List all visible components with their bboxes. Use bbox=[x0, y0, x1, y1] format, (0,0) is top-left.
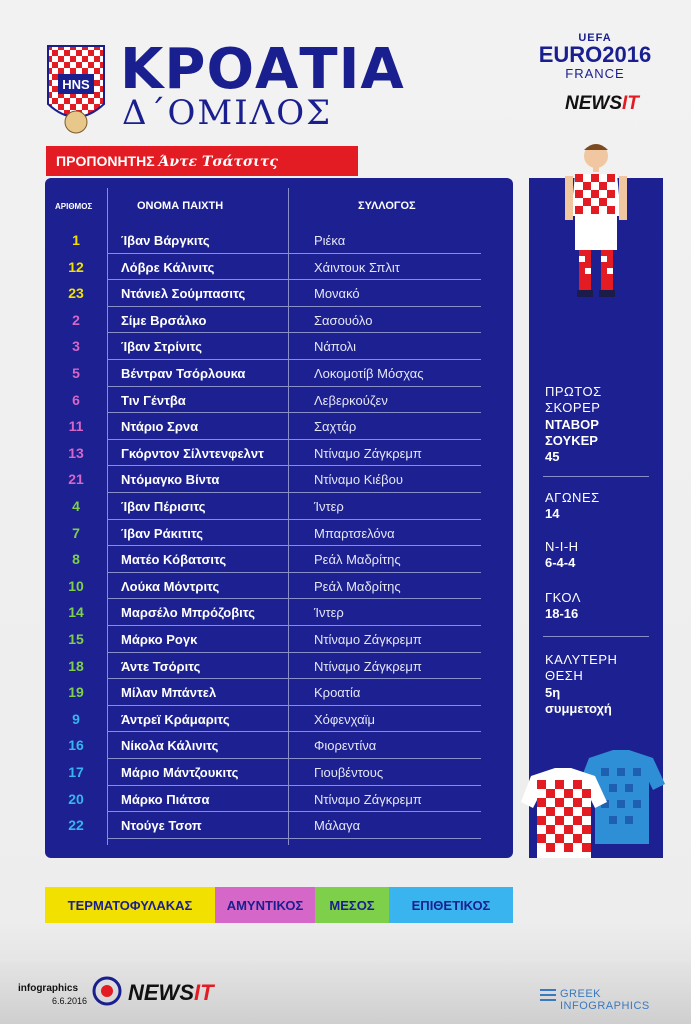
player-club: Μονακό bbox=[314, 286, 360, 302]
crest-text: HNS bbox=[62, 77, 90, 92]
player-name: Βέντραν Τσόρλουκα bbox=[121, 366, 246, 381]
greek-infographics-icon bbox=[540, 989, 556, 1001]
player-club: Σαχτάρ bbox=[314, 419, 357, 435]
player-name: Λόβρε Κάλινιτς bbox=[121, 259, 215, 275]
infographics-label: infographics bbox=[18, 983, 79, 994]
player-number: 6 bbox=[72, 391, 80, 408]
player-number: 14 bbox=[68, 604, 84, 621]
player-number: 1 bbox=[72, 232, 80, 248]
best-position-value-1: 5η bbox=[545, 684, 561, 700]
top-scorer-goals: 45 bbox=[545, 449, 560, 464]
best-position-stat bbox=[545, 652, 655, 717]
player-name: Μίλαν Μπάντελ bbox=[121, 685, 217, 701]
player-number: 9 bbox=[72, 710, 80, 727]
euro2016-logo bbox=[530, 32, 660, 81]
player-club: Μπαρτσελόνα bbox=[314, 525, 395, 541]
player-club: Λεβερκούζεν bbox=[314, 392, 388, 408]
player-club: Φιορεντίνα bbox=[314, 738, 377, 754]
player-name: Ματέο Κόβατσιτς bbox=[121, 552, 227, 568]
player-club: Χάιντουκ Σπλιτ bbox=[314, 259, 400, 275]
footer-newsit-logo bbox=[128, 980, 214, 1006]
player-club: Ριέκα bbox=[314, 233, 346, 248]
greek-infographics-label: GREEK INFOGRAPHICS bbox=[560, 988, 650, 1012]
player-number: 12 bbox=[68, 258, 84, 275]
table-row bbox=[45, 413, 513, 440]
newsit-prefix: NEWS bbox=[565, 93, 622, 114]
table-row bbox=[45, 254, 513, 281]
coach-bar bbox=[46, 146, 358, 176]
top-scorer-name-2: ΣΟΥΚΕΡ bbox=[545, 432, 598, 448]
record-value: 6-4-4 bbox=[545, 555, 576, 571]
top-scorer-stat bbox=[545, 384, 655, 465]
table-row bbox=[45, 440, 513, 467]
player-club: Νάπολι bbox=[314, 339, 357, 355]
player-name: Μάρκο Πιάτσα bbox=[121, 791, 210, 807]
player-club: Ίντερ bbox=[314, 605, 344, 621]
position-legend bbox=[45, 887, 513, 923]
player-number: 19 bbox=[68, 684, 84, 701]
player-name: Νίκολα Κάλινιτς bbox=[121, 738, 219, 754]
player-name: Άντρεϊ Κράμαριτς bbox=[121, 711, 230, 727]
player-number: 18 bbox=[68, 657, 84, 674]
player-club: Ντίναμο Ζάγκρεμπ bbox=[314, 632, 422, 647]
player-club: Ντίναμο Ζάγκρεμπ bbox=[314, 791, 422, 807]
footer-newsit-prefix: NEWS bbox=[128, 980, 194, 1005]
player-number: 17 bbox=[68, 764, 84, 780]
games-stat bbox=[545, 490, 655, 523]
table-row bbox=[45, 493, 513, 520]
table-header bbox=[45, 178, 513, 228]
player-number: 21 bbox=[68, 471, 84, 488]
table-row bbox=[45, 759, 513, 786]
player-number: 20 bbox=[68, 790, 84, 807]
table-row bbox=[45, 227, 513, 254]
best-position-value-2: συμμετοχή bbox=[545, 700, 612, 716]
col-header-club: ΣΥΛΛΟΓΟΣ bbox=[358, 200, 416, 212]
table-row bbox=[45, 732, 513, 759]
table-row bbox=[45, 360, 513, 387]
best-position-label-2: ΘΕΣΗ bbox=[545, 668, 584, 684]
player-name: Ίβαν Στρίνιτς bbox=[121, 339, 203, 355]
col-header-number: ΑΡΙΘΜΟΣ bbox=[55, 202, 93, 211]
player-club: Μάλαγα bbox=[314, 818, 361, 834]
table-row bbox=[45, 546, 513, 573]
player-club: Γιουβέντους bbox=[314, 765, 384, 780]
top-scorer-name-1: ΝΤΑΒΟΡ bbox=[545, 416, 599, 432]
player-number: 8 bbox=[72, 551, 80, 568]
player-number: 22 bbox=[68, 817, 84, 834]
player-name: Μαρσέλο Μπρόζοβιτς bbox=[121, 605, 255, 621]
goals-label: ΓΚΟΛ bbox=[545, 590, 581, 605]
row-divider bbox=[107, 838, 481, 839]
player-name: Σίμε Βρσάλκο bbox=[121, 312, 207, 328]
table-row bbox=[45, 786, 513, 813]
player-name: Τιν Γέντβα bbox=[121, 392, 186, 408]
france-text: FRANCE bbox=[565, 66, 625, 81]
goals-stat bbox=[545, 590, 655, 623]
stat-divider bbox=[543, 636, 649, 637]
table-row bbox=[45, 653, 513, 680]
newsit-suffix: IT bbox=[622, 93, 639, 114]
player-number: 11 bbox=[68, 418, 84, 435]
player-club: Ίντερ bbox=[314, 499, 344, 514]
table-row bbox=[45, 626, 513, 653]
player-name: Λούκα Μόντριτς bbox=[121, 578, 220, 594]
table-row bbox=[45, 573, 513, 600]
legend-item: ΜΕΣΟΣ bbox=[315, 887, 389, 923]
player-name: Ίβαν Πέρισιτς bbox=[121, 499, 206, 514]
stat-divider bbox=[543, 476, 649, 477]
table-row bbox=[45, 333, 513, 360]
table-row bbox=[45, 466, 513, 493]
stats-panel bbox=[529, 178, 663, 858]
player-name: Μάρκο Ρογκ bbox=[121, 632, 198, 647]
uefa-text: UEFA bbox=[578, 32, 612, 44]
top-scorer-label-1: ΠΡΩΤΟΣ bbox=[545, 384, 602, 399]
player-number: 3 bbox=[72, 338, 80, 355]
player-name: Μάριο Μάντζουκιτς bbox=[121, 765, 239, 780]
record-label: Ν-Ι-Η bbox=[545, 539, 579, 554]
player-name: Ίβαν Ράκιτιτς bbox=[121, 525, 204, 541]
player-name: Άντε Τσόριτς bbox=[121, 658, 201, 674]
euro-text: EURO2016 bbox=[538, 42, 652, 67]
legend-item: ΑΜΥΝΤΙΚΟΣ bbox=[215, 887, 315, 923]
player-name: Ντάριο Σρνα bbox=[121, 419, 199, 435]
player-name: Γκόρντον Σίλντενφελντ bbox=[121, 445, 264, 461]
player-number: 10 bbox=[68, 577, 84, 594]
footer-newsit-suffix: IT bbox=[194, 980, 214, 1005]
croatia-crest bbox=[46, 44, 106, 136]
player-number: 4 bbox=[72, 498, 80, 514]
table-row bbox=[45, 307, 513, 334]
best-position-label-1: ΚΑΛΥΤΕΡΗ bbox=[545, 652, 618, 667]
top-scorer-label-2: ΣΚΟΡΕΡ bbox=[545, 400, 601, 416]
coach-label: ΠΡΟΠΟΝΗΤΗΣ bbox=[56, 153, 155, 169]
coach-name: Άντε Τσάτσιτς bbox=[158, 154, 278, 170]
player-number: 15 bbox=[68, 631, 84, 647]
record-stat bbox=[545, 539, 655, 572]
games-label: ΑΓΩΝΕΣ bbox=[545, 490, 600, 505]
group-subtitle: Δ΄ΟΜΙΛΟΣ bbox=[122, 93, 333, 133]
player-name: Ντόμαγκο Βίντα bbox=[121, 472, 220, 488]
legend-item: ΕΠΙΘΕΤΙΚΟΣ bbox=[389, 887, 513, 923]
player-name: Ντάνιελ Σούμπασιτς bbox=[121, 286, 246, 302]
table-row bbox=[45, 599, 513, 626]
player-club: Λοκομοτίβ Μόσχας bbox=[314, 366, 424, 381]
player-number: 2 bbox=[72, 311, 80, 328]
player-name: Ντούγε Τσοπ bbox=[121, 818, 202, 834]
squad-table bbox=[45, 178, 513, 858]
player-club: Ρεάλ Μαδρίτης bbox=[314, 578, 401, 594]
player-club: Ντίναμο Ζάγκρεμπ bbox=[314, 445, 422, 461]
player-club: Κροατία bbox=[314, 685, 361, 701]
player-club: Ρεάλ Μαδρίτης bbox=[314, 552, 401, 568]
player-number: 5 bbox=[72, 365, 80, 381]
goals-value: 18-16 bbox=[545, 606, 579, 622]
player-number: 23 bbox=[68, 285, 84, 302]
publish-date: 6.6.2016 bbox=[52, 996, 88, 1006]
player-club: Ντίναμο Ζάγκρεμπ bbox=[314, 658, 422, 674]
player-number: 13 bbox=[68, 444, 84, 461]
table-row bbox=[45, 706, 513, 733]
table-row bbox=[45, 520, 513, 547]
player-number: 16 bbox=[68, 737, 84, 754]
games-value: 14 bbox=[545, 506, 560, 522]
player-figure-icon bbox=[559, 138, 633, 358]
player-club: Ντίναμο Κιέβου bbox=[314, 472, 403, 488]
player-club: Χόφενχαϊμ bbox=[314, 711, 375, 727]
player-club: Σασουόλο bbox=[314, 312, 373, 328]
col-header-name: ΟΝΟΜΑ ΠΑΙΧΤΗ bbox=[137, 200, 224, 212]
legend-item: ΤΕΡΜΑΤΟΦΥΛΑΚΑΣ bbox=[45, 887, 215, 923]
table-row bbox=[45, 280, 513, 307]
table-row bbox=[45, 812, 513, 839]
jerseys-icon bbox=[517, 748, 667, 860]
table-row bbox=[45, 679, 513, 706]
table-row bbox=[45, 387, 513, 414]
page-title: ΚΡΟΑΤΙΑ bbox=[120, 37, 405, 102]
player-number: 7 bbox=[72, 524, 80, 541]
player-name: Ίβαν Βάργκιτς bbox=[121, 233, 210, 248]
euro-trophy-icon bbox=[92, 976, 122, 1006]
newsit-logo bbox=[565, 93, 639, 115]
